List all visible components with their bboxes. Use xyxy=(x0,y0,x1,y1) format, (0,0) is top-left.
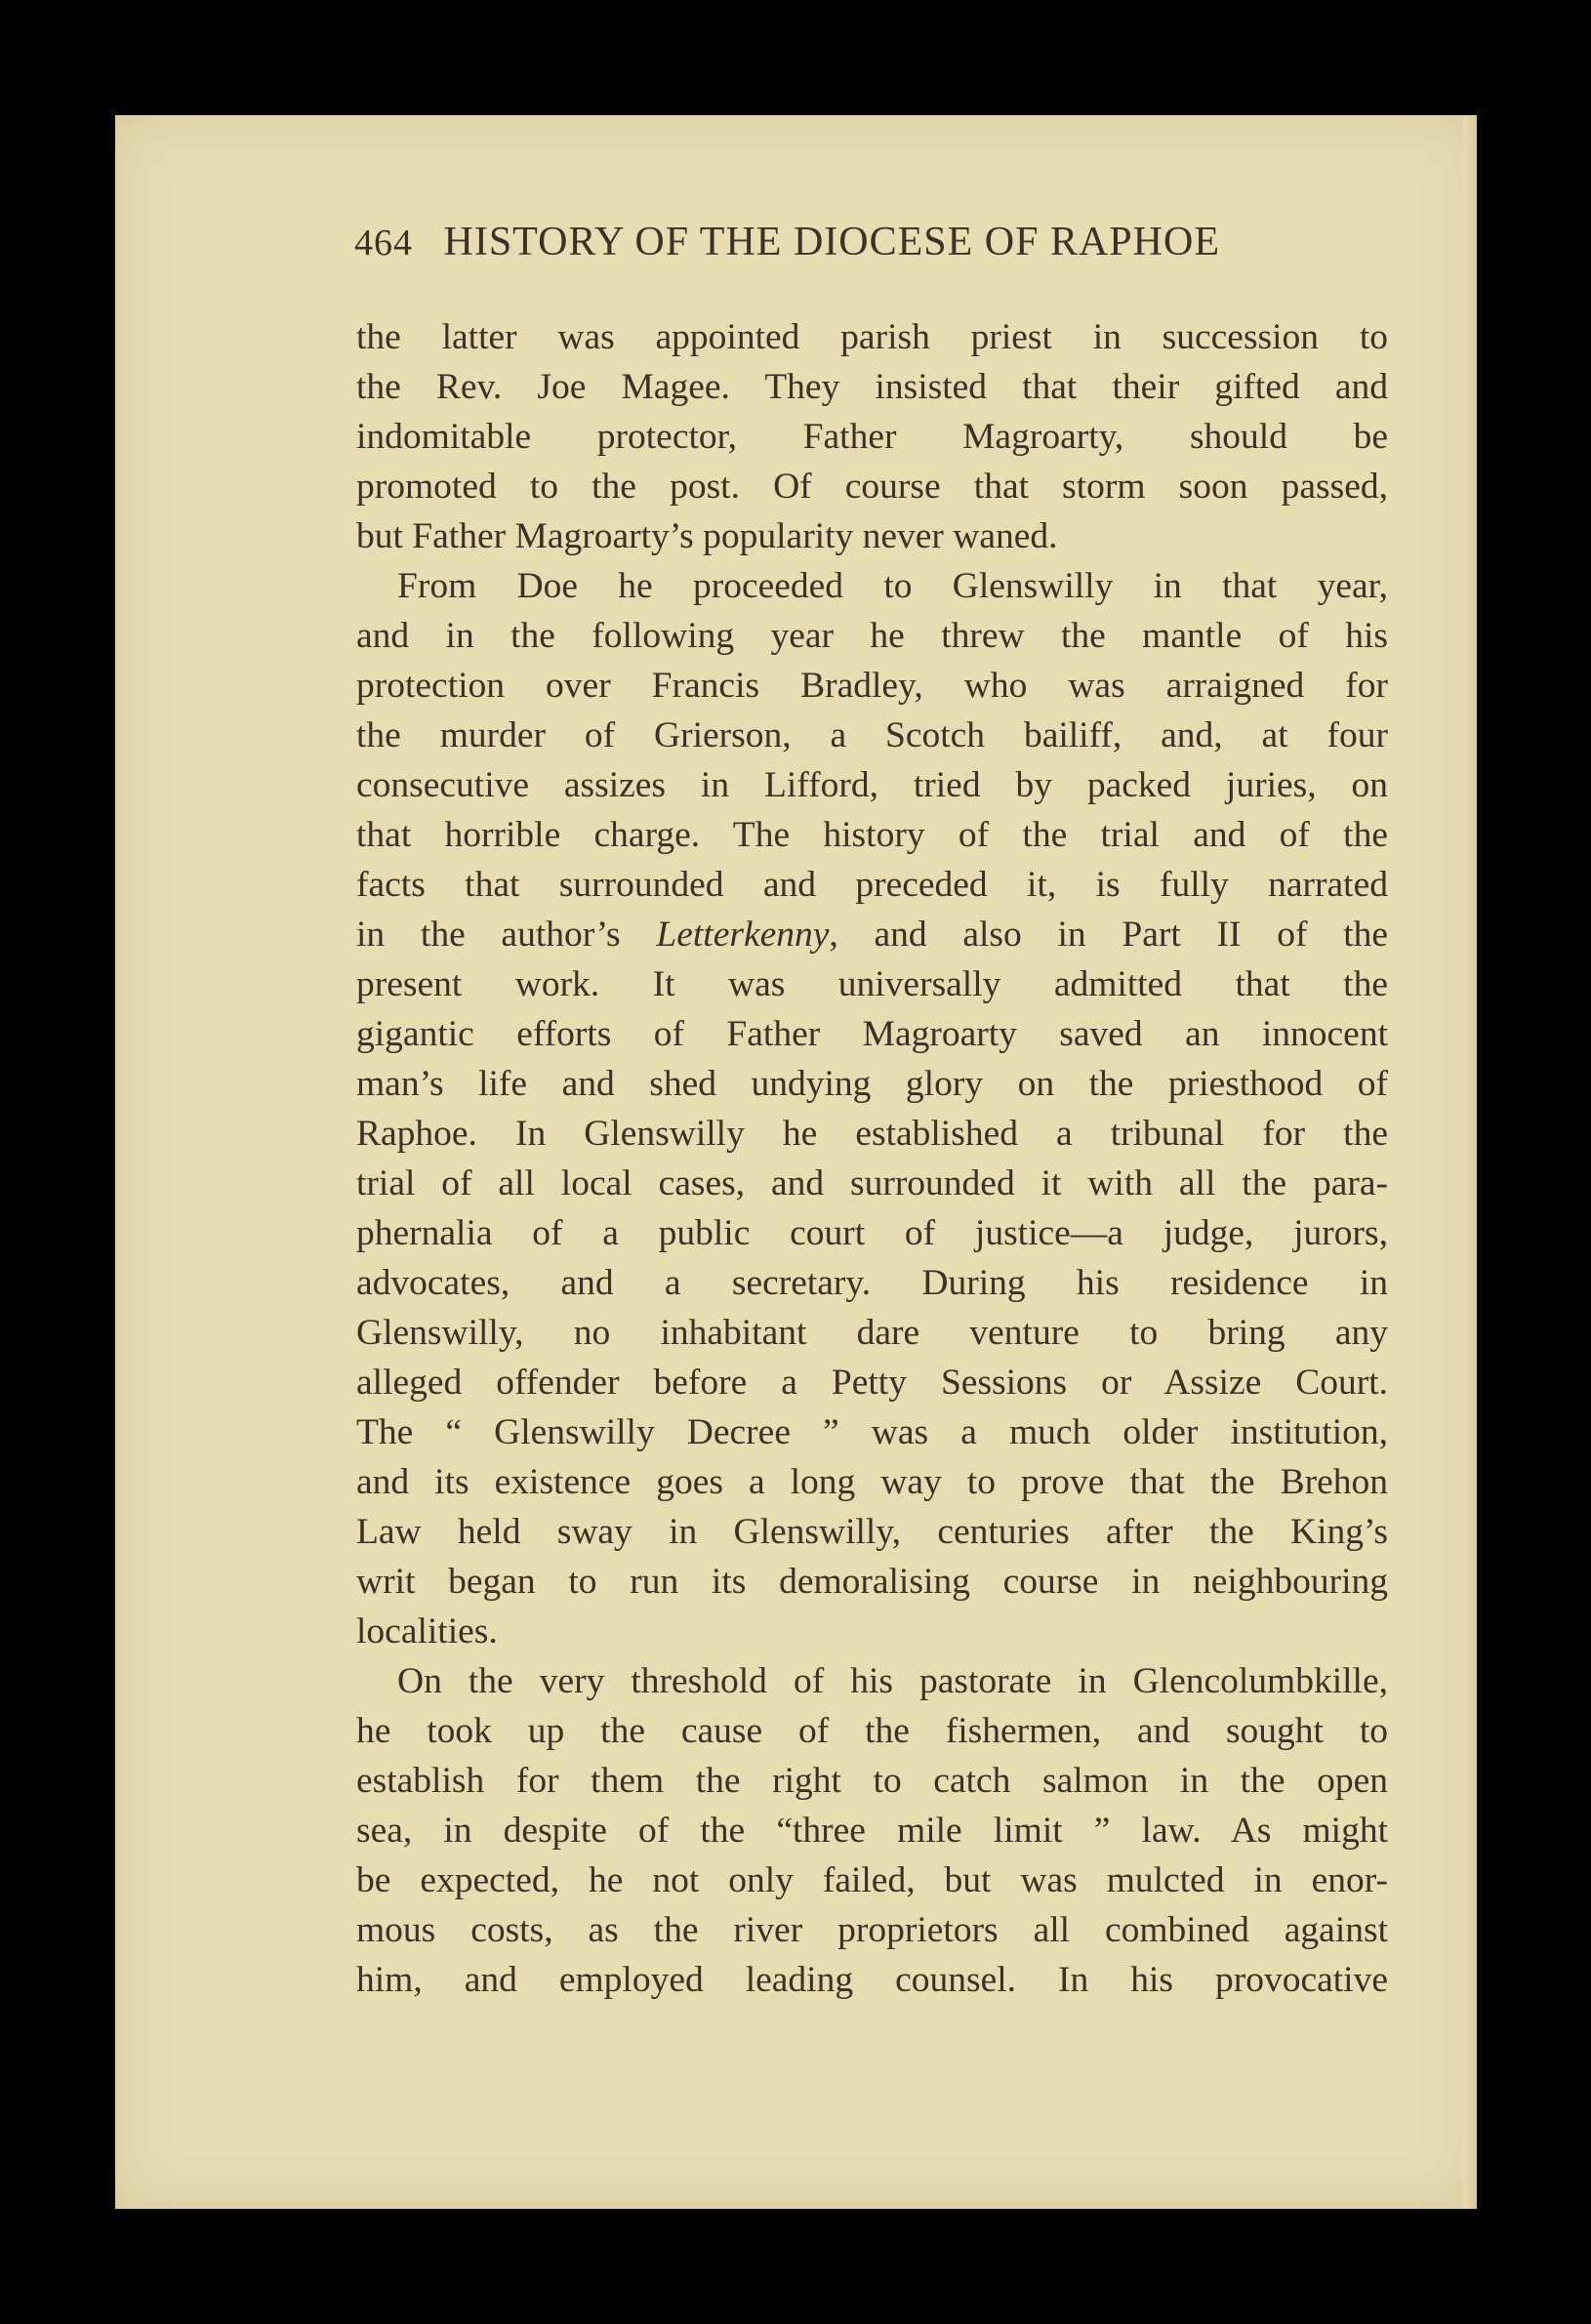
text-line: and its existence goes a long way to prove that the Brehon xyxy=(356,1462,1388,1502)
text-line: indomitable protector, Father Magroarty, should be xyxy=(356,417,1388,457)
page-number: 464 xyxy=(354,223,413,264)
text-line: mous costs, as the river proprietors all combined against xyxy=(356,1910,1388,1950)
text-line: consecutive assizes in Lifford, tried by packed juries, on xyxy=(356,765,1388,805)
running-head xyxy=(354,219,1477,265)
text-line: On the very threshold of his pastorate in Glencolumbkille, xyxy=(397,1661,1388,1701)
text-line: Glenswilly, no inhabitant dare venture to bring any xyxy=(356,1313,1388,1353)
text-line: alleged offender before a Petty Sessions or Assize Court. xyxy=(356,1363,1388,1403)
text-line: writ began to run its demoralising course in neighbouring xyxy=(356,1562,1388,1602)
paragraph-3 xyxy=(356,1656,1388,2005)
text-line: him, and employed leading counsel. In his provocative xyxy=(356,1960,1388,2000)
text-line: facts that surrounded and preceded it, is fully narrated xyxy=(356,865,1388,905)
book-page xyxy=(115,115,1477,2209)
text-line: advocates, and a secretary. During his residence in xyxy=(356,1263,1388,1303)
body-text xyxy=(356,312,1388,2005)
text-line: promoted to the post. Of course that storm soon passed, xyxy=(356,467,1388,507)
text-line: and in the following year he threw the mantle of his xyxy=(356,616,1388,656)
text-line: man’s life and shed undying glory on the priesthood of xyxy=(356,1064,1388,1104)
text-line: the murder of Grierson, a Scotch bailiff, and, at four xyxy=(356,715,1388,755)
text-line: protection over Francis Bradley, who was arraigned for xyxy=(356,666,1388,706)
running-title: HISTORY OF THE DIOCESE OF RAPHOE xyxy=(443,220,1220,265)
text-line: From Doe he proceeded to Glenswilly in that year, xyxy=(397,566,1388,606)
text-line: that horrible charge. The history of the trial and of the xyxy=(356,815,1388,855)
text-line: Law held sway in Glenswilly, centuries after the King’s xyxy=(356,1512,1388,1552)
page-edge xyxy=(1463,115,1477,2209)
text-line: localities. xyxy=(356,1611,498,1651)
italic-title: Letterkenny xyxy=(656,915,830,955)
text-line: the latter was appointed parish priest in succession to xyxy=(356,317,1388,357)
text-line: the Rev. Joe Magee. They insisted that their gifted and xyxy=(356,367,1388,407)
text-line: Raphoe. In Glenswilly he established a tribunal for the xyxy=(356,1114,1388,1154)
text-line: sea, in despite of the “three mile limit ” law. As might xyxy=(356,1811,1388,1851)
text-line-with-italic: in the author’s Letterkenny, and also in Part II of the xyxy=(356,915,1389,955)
text-line: The “ Glenswilly Decree ” was a much older institution, xyxy=(356,1412,1388,1452)
text-line: be expected, he not only failed, but was mulcted in enor- xyxy=(356,1860,1388,1900)
paragraph-2 xyxy=(356,561,1388,1656)
paragraph-1 xyxy=(356,312,1388,561)
text-line: establish for them the right to catch salmon in the open xyxy=(356,1761,1388,1801)
text-line: gigantic efforts of Father Magroarty saved an innocent xyxy=(356,1014,1388,1054)
text-line: present work. It was universally admitted that the xyxy=(356,964,1388,1004)
text-line: trial of all local cases, and surrounded it with all the para- xyxy=(356,1163,1388,1203)
text-line: but Father Magroarty’s popularity never waned. xyxy=(356,516,1058,556)
text-line: he took up the cause of the fishermen, and sought to xyxy=(356,1711,1388,1751)
text-line: phernalia of a public court of justice—a judge, jurors, xyxy=(356,1213,1388,1253)
